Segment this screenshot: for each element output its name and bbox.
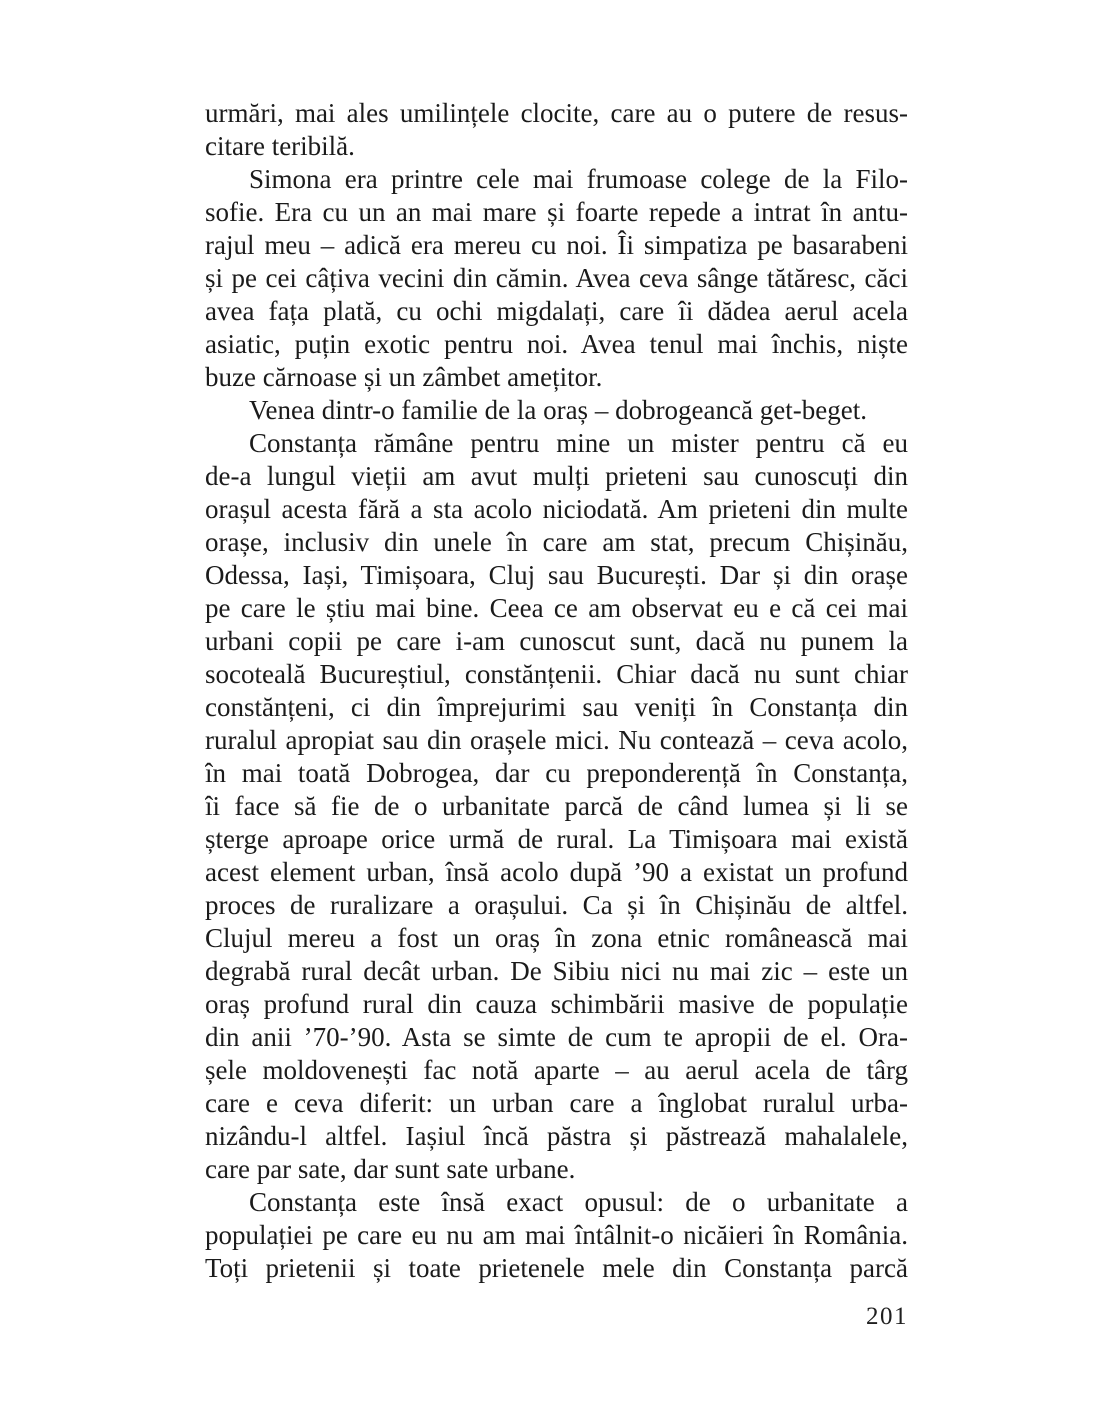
text-line: Toți prietenii și toate prietenele mele din Constanța parcă <box>205 1253 908 1283</box>
text-line: Constanța rămâne pentru mine un mister pentru că eu <box>249 428 908 458</box>
text-line: și pe cei câțiva vecini din cămin. Avea ceva sânge tătăresc, căci <box>205 263 908 293</box>
text-line: Venea dintr-o familie de la oraș – dobrogeancă get-beget. <box>249 395 867 425</box>
text-line: proces de ruralizare a orașului. Ca și în Chișinău de altfel. <box>205 890 908 920</box>
text-line: urbani copii pe care i-am cunoscut sunt, dacă nu punem la <box>205 626 908 656</box>
text-line: Constanța este însă exact opusul: de o urbanitate a <box>249 1187 908 1217</box>
text-line: urmări, mai ales umilințele clocite, care au o putere de resus- <box>205 98 908 128</box>
text-line: constănțeni, ci din împrejurimi sau veniți în Constanța din <box>205 692 908 722</box>
text-line: acest element urban, însă acolo după ’90 a existat un profund <box>205 857 908 887</box>
text-line: socoteală Bucureștiul, constănțenii. Chiar dacă nu sunt chiar <box>205 659 908 689</box>
text-line: șele moldovenești fac notă aparte – au aerul acela de târg <box>205 1055 908 1085</box>
text-line: oraș profund rural din cauza schimbării masive de populație <box>205 989 908 1019</box>
text-line: Clujul mereu a fost un oraș în zona etnic românească mai <box>205 923 908 953</box>
text-line: populației pe care eu nu am mai întâlnit-o nicăieri în România. <box>205 1220 908 1250</box>
page-number: 201 <box>866 1303 908 1330</box>
text-line: Odessa, Iași, Timișoara, Cluj sau București. Dar și din orașe <box>205 560 908 590</box>
paragraph <box>205 394 908 427</box>
text-line: de-a lungul vieții am avut mulți prieteni sau cunoscuți din <box>205 461 908 491</box>
text-line: asiatic, puțin exotic pentru noi. Avea tenul mai închis, niște <box>205 329 908 359</box>
text-line: nizându-l altfel. Iașiul încă păstra și păstrează mahalalele, <box>205 1121 908 1151</box>
text-line: din anii ’70-’90. Asta se simte de cum te apropii de el. Ora- <box>205 1022 908 1052</box>
text-line: îi face să fie de o urbanitate parcă de când lumea și li se <box>205 791 908 821</box>
text-line: orașe, inclusiv din unele în care am stat, precum Chișinău, <box>205 527 908 557</box>
text-line: pe care le știu mai bine. Ceea ce am observat eu e că cei mai <box>205 593 908 623</box>
text-line: buze cărnoase și un zâmbet amețitor. <box>205 362 603 392</box>
text-line: rajul meu – adică era mereu cu noi. Îi simpatiza pe basarabeni <box>205 230 908 260</box>
text-line: avea fața plată, cu ochi migdalați, care îi dădea aerul acela <box>205 296 908 326</box>
paragraph <box>205 427 908 1186</box>
text-line: șterge aproape orice urmă de rural. La Timișoara mai există <box>205 824 908 854</box>
text-line: care e ceva diferit: un urban care a înglobat ruralul urba- <box>205 1088 908 1118</box>
text-line: degrabă rural decât urban. De Sibiu nici nu mai zic – este un <box>205 956 908 986</box>
text-line: orașul acesta fără a sta acolo niciodată. Am prieteni din multe <box>205 494 908 524</box>
text-line: ruralul apropiat sau din orașele mici. Nu contează – ceva acolo, <box>205 725 908 755</box>
paragraph <box>205 1186 908 1285</box>
paragraph <box>205 163 908 394</box>
text-line: în mai toată Dobrogea, dar cu preponderență în Constanța, <box>205 758 908 788</box>
text-line: Simona era printre cele mai frumoase colege de la Filo- <box>249 164 908 194</box>
text-line: sofie. Era cu un an mai mare și foarte repede a intrat în antu- <box>205 197 908 227</box>
paragraph <box>205 97 908 163</box>
text-line: citare teribilă. <box>205 131 355 161</box>
text-line: care par sate, dar sunt sate urbane. <box>205 1154 576 1184</box>
page-text-block <box>205 97 908 1285</box>
